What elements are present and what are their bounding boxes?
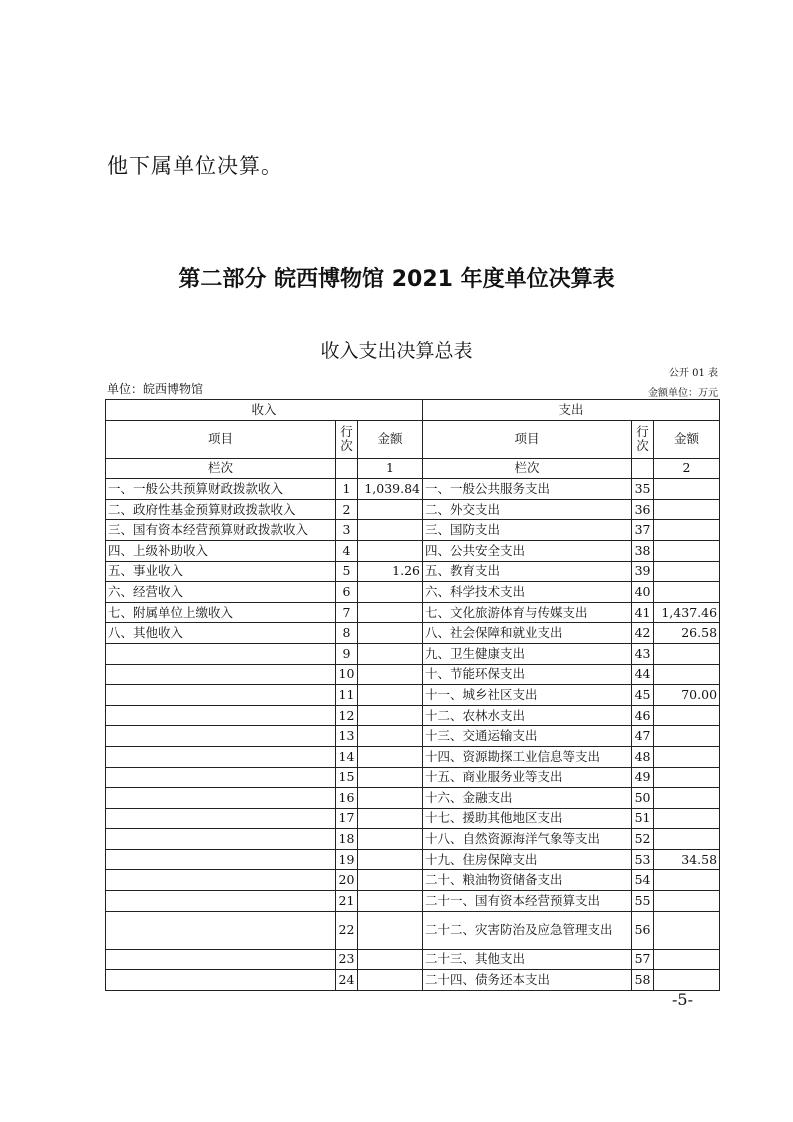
income-item-cell: 三、国有资本经营预算财政拨款收入 [106, 520, 336, 541]
expense-item-cell: 四、公共安全支出 [423, 540, 632, 561]
page-number: -5- [672, 990, 693, 1009]
expense-line-no-cell: 53 [632, 849, 654, 870]
income-line-no-cell: 7 [336, 602, 358, 623]
table-row [106, 788, 720, 809]
table-row [106, 726, 720, 747]
table-row [106, 746, 720, 767]
expense-line-no-cell: 51 [632, 808, 654, 829]
expense-line-no-cell: 57 [632, 949, 654, 970]
income-amount-cell: 1.26 [358, 561, 423, 582]
expense-amount-cell: 70.00 [654, 685, 720, 706]
income-line-no-cell: 21 [336, 891, 358, 912]
expense-amount-cell [654, 808, 720, 829]
income-line-no-cell: 8 [336, 623, 358, 644]
expense-item-cell: 九、卫生健康支出 [423, 643, 632, 664]
income-line-no-cell: 1 [336, 479, 358, 500]
income-item-cell [106, 705, 336, 726]
expense-column-number: 2 [654, 458, 720, 479]
expense-item-cell: 三、国防支出 [423, 520, 632, 541]
income-item-cell: 一、一般公共预算财政拨款收入 [106, 479, 336, 500]
form-code: 公开 01 表 [668, 368, 718, 379]
expense-line-no-cell: 54 [632, 870, 654, 891]
income-item-cell: 八、其他收入 [106, 623, 336, 644]
expense-item-cell: 十五、商业服务业等支出 [423, 767, 632, 788]
income-item-cell: 五、事业收入 [106, 561, 336, 582]
table-row [106, 829, 720, 850]
expense-line-no-cell: 36 [632, 499, 654, 520]
expense-amount-cell [654, 746, 720, 767]
income-line-no-cell: 2 [336, 499, 358, 520]
income-amount-cell [358, 582, 423, 603]
expense-line-no-cell: 43 [632, 643, 654, 664]
income-line-no-cell: 17 [336, 808, 358, 829]
income-expense-table [105, 399, 720, 991]
table-row [106, 849, 720, 870]
income-item-cell [106, 849, 336, 870]
table-row [106, 808, 720, 829]
income-item-cell [106, 808, 336, 829]
income-line-no-cell: 9 [336, 643, 358, 664]
expense-line-no-cell: 41 [632, 602, 654, 623]
expense-amount-header: 金额 [654, 420, 720, 458]
income-amount-cell [358, 767, 423, 788]
expense-amount-cell [654, 479, 720, 500]
income-line-no-cell: 13 [336, 726, 358, 747]
expense-item-header: 项目 [423, 420, 632, 458]
income-column-label: 栏次 [106, 458, 336, 479]
income-line-no-cell: 19 [336, 849, 358, 870]
expense-amount-cell [654, 499, 720, 520]
expense-line-no-cell: 46 [632, 705, 654, 726]
expense-item-cell: 二十四、债务还本支出 [423, 970, 632, 991]
intro-text: 他下属单位决算。 [107, 154, 283, 178]
expense-amount-cell [654, 870, 720, 891]
income-line-no-cell: 6 [336, 582, 358, 603]
income-item-header: 项目 [106, 420, 336, 458]
expense-item-cell: 十三、交通运输支出 [423, 726, 632, 747]
expense-amount-cell [654, 726, 720, 747]
income-line-no-header: 行次 [336, 420, 358, 458]
income-item-cell [106, 891, 336, 912]
income-amount-cell [358, 970, 423, 991]
table-row [106, 870, 720, 891]
expense-item-cell: 十九、住房保障支出 [423, 849, 632, 870]
income-amount-cell [358, 685, 423, 706]
expense-line-no-cell: 37 [632, 520, 654, 541]
income-line-no-cell: 4 [336, 540, 358, 561]
column-header-row [106, 420, 720, 458]
expense-amount-cell [654, 561, 720, 582]
expense-amount-cell [654, 970, 720, 991]
expense-item-cell: 六、科学技术支出 [423, 582, 632, 603]
income-amount-cell [358, 664, 423, 685]
expense-item-cell: 二十一、国有资本经营预算支出 [423, 891, 632, 912]
expense-line-no-cell: 58 [632, 970, 654, 991]
expense-item-cell: 十四、资源勘探工业信息等支出 [423, 746, 632, 767]
income-amount-cell [358, 808, 423, 829]
expense-item-cell: 八、社会保障和就业支出 [423, 623, 632, 644]
expense-line-no-cell: 35 [632, 479, 654, 500]
table-row [106, 911, 720, 949]
expense-amount-cell [654, 829, 720, 850]
expense-line-no-cell: 42 [632, 623, 654, 644]
income-amount-cell [358, 705, 423, 726]
income-item-cell [106, 870, 336, 891]
income-amount-cell [358, 746, 423, 767]
table-row [106, 499, 720, 520]
expense-line-no-cell: 44 [632, 664, 654, 685]
expense-header: 支出 [423, 400, 720, 421]
expense-amount-cell [654, 891, 720, 912]
expense-line-no-cell: 56 [632, 911, 654, 949]
expense-item-cell: 一、一般公共服务支出 [423, 479, 632, 500]
income-line-no-cell: 22 [336, 911, 358, 949]
income-line-no-cell: 11 [336, 685, 358, 706]
table-row [106, 705, 720, 726]
income-amount-cell [358, 540, 423, 561]
income-item-cell: 七、附属单位上缴收入 [106, 602, 336, 623]
expense-column-label: 栏次 [423, 458, 632, 479]
income-item-cell [106, 643, 336, 664]
table-row [106, 623, 720, 644]
table-row [106, 767, 720, 788]
section-header-row [106, 400, 720, 421]
income-line-no-cell: 15 [336, 767, 358, 788]
income-amount-cell [358, 949, 423, 970]
income-line-no-cell: 14 [336, 746, 358, 767]
income-item-cell [106, 685, 336, 706]
income-item-cell [106, 664, 336, 685]
income-item-cell [106, 788, 336, 809]
expense-amount-cell [654, 767, 720, 788]
expense-line-no-cell: 39 [632, 561, 654, 582]
income-item-cell [106, 726, 336, 747]
income-line-no-cell: 18 [336, 829, 358, 850]
expense-item-cell: 五、教育支出 [423, 561, 632, 582]
income-amount-cell [358, 849, 423, 870]
expense-item-cell: 二十三、其他支出 [423, 949, 632, 970]
income-amount-cell [358, 643, 423, 664]
expense-amount-cell [654, 643, 720, 664]
income-column-number: 1 [358, 458, 423, 479]
expense-line-no-cell: 45 [632, 685, 654, 706]
unit-label: 单位：皖西博物馆 [107, 382, 204, 396]
income-item-cell [106, 911, 336, 949]
table-body [106, 479, 720, 991]
income-item-cell [106, 767, 336, 788]
income-item-cell: 四、上级补助收入 [106, 540, 336, 561]
income-amount-cell [358, 623, 423, 644]
expense-item-cell: 十七、援助其他地区支出 [423, 808, 632, 829]
income-amount-cell [358, 911, 423, 949]
expense-item-cell: 十一、城乡社区支出 [423, 685, 632, 706]
expense-item-cell: 二、外交支出 [423, 499, 632, 520]
expense-line-no-cell: 52 [632, 829, 654, 850]
expense-amount-cell [654, 540, 720, 561]
expense-item-cell: 十六、金融支出 [423, 788, 632, 809]
expense-line-no-cell: 49 [632, 767, 654, 788]
expense-line-no-cell: 47 [632, 726, 654, 747]
table-row [106, 540, 720, 561]
income-line-no-cell: 3 [336, 520, 358, 541]
expense-amount-cell: 26.58 [654, 623, 720, 644]
income-amount-cell [358, 726, 423, 747]
income-line-no-cell: 12 [336, 705, 358, 726]
table-row [106, 602, 720, 623]
expense-line-no-cell: 50 [632, 788, 654, 809]
income-item-cell [106, 949, 336, 970]
income-header: 收入 [106, 400, 423, 421]
expense-line-no-cell: 40 [632, 582, 654, 603]
expense-amount-cell: 34.58 [654, 849, 720, 870]
expense-item-cell: 二十二、灾害防治及应急管理支出 [423, 911, 632, 949]
income-amount-cell [358, 870, 423, 891]
income-item-cell: 二、政府性基金预算财政拨款收入 [106, 499, 336, 520]
table-row [106, 582, 720, 603]
expense-line-no-cell: 38 [632, 540, 654, 561]
expense-amount-cell [654, 582, 720, 603]
table-row [106, 664, 720, 685]
expense-amount-cell [654, 520, 720, 541]
expense-line-no-cell: 48 [632, 746, 654, 767]
income-item-cell: 六、经营收入 [106, 582, 336, 603]
income-item-cell [106, 746, 336, 767]
income-amount-cell: 1,039.84 [358, 479, 423, 500]
income-line-no-cell: 5 [336, 561, 358, 582]
table-row [106, 520, 720, 541]
income-line-no-cell: 10 [336, 664, 358, 685]
income-line-no-cell: 24 [336, 970, 358, 991]
income-line-no-cell: 23 [336, 949, 358, 970]
income-item-cell [106, 829, 336, 850]
table-row [106, 479, 720, 500]
empty-cell [336, 458, 358, 479]
expense-amount-cell: 1,437.46 [654, 602, 720, 623]
table-row [106, 891, 720, 912]
income-amount-cell [358, 602, 423, 623]
expense-amount-cell [654, 705, 720, 726]
expense-amount-cell [654, 911, 720, 949]
income-amount-header: 金额 [358, 420, 423, 458]
income-amount-cell [358, 499, 423, 520]
income-amount-cell [358, 520, 423, 541]
column-label-row [106, 458, 720, 479]
empty-cell [632, 458, 654, 479]
table-title: 收入支出决算总表 [320, 340, 473, 362]
part-title: 第二部分 皖西博物馆 2021 年度单位决算表 [178, 267, 615, 292]
money-unit-label: 金额单位：万元 [648, 388, 718, 399]
expense-line-no-header: 行次 [632, 420, 654, 458]
income-amount-cell [358, 891, 423, 912]
expense-item-cell: 十八、自然资源海洋气象等支出 [423, 829, 632, 850]
expense-amount-cell [654, 788, 720, 809]
table-row [106, 685, 720, 706]
income-line-no-cell: 20 [336, 870, 358, 891]
table-row [106, 561, 720, 582]
income-amount-cell [358, 829, 423, 850]
income-item-cell [106, 970, 336, 991]
income-amount-cell [358, 788, 423, 809]
expense-amount-cell [654, 949, 720, 970]
table-row [106, 970, 720, 991]
table-row [106, 949, 720, 970]
expense-item-cell: 十、节能环保支出 [423, 664, 632, 685]
income-line-no-cell: 16 [336, 788, 358, 809]
expense-line-no-cell: 55 [632, 891, 654, 912]
expense-item-cell: 十二、农林水支出 [423, 705, 632, 726]
expense-item-cell: 七、文化旅游体育与传媒支出 [423, 602, 632, 623]
expense-amount-cell [654, 664, 720, 685]
table-row [106, 643, 720, 664]
expense-item-cell: 二十、粮油物资储备支出 [423, 870, 632, 891]
